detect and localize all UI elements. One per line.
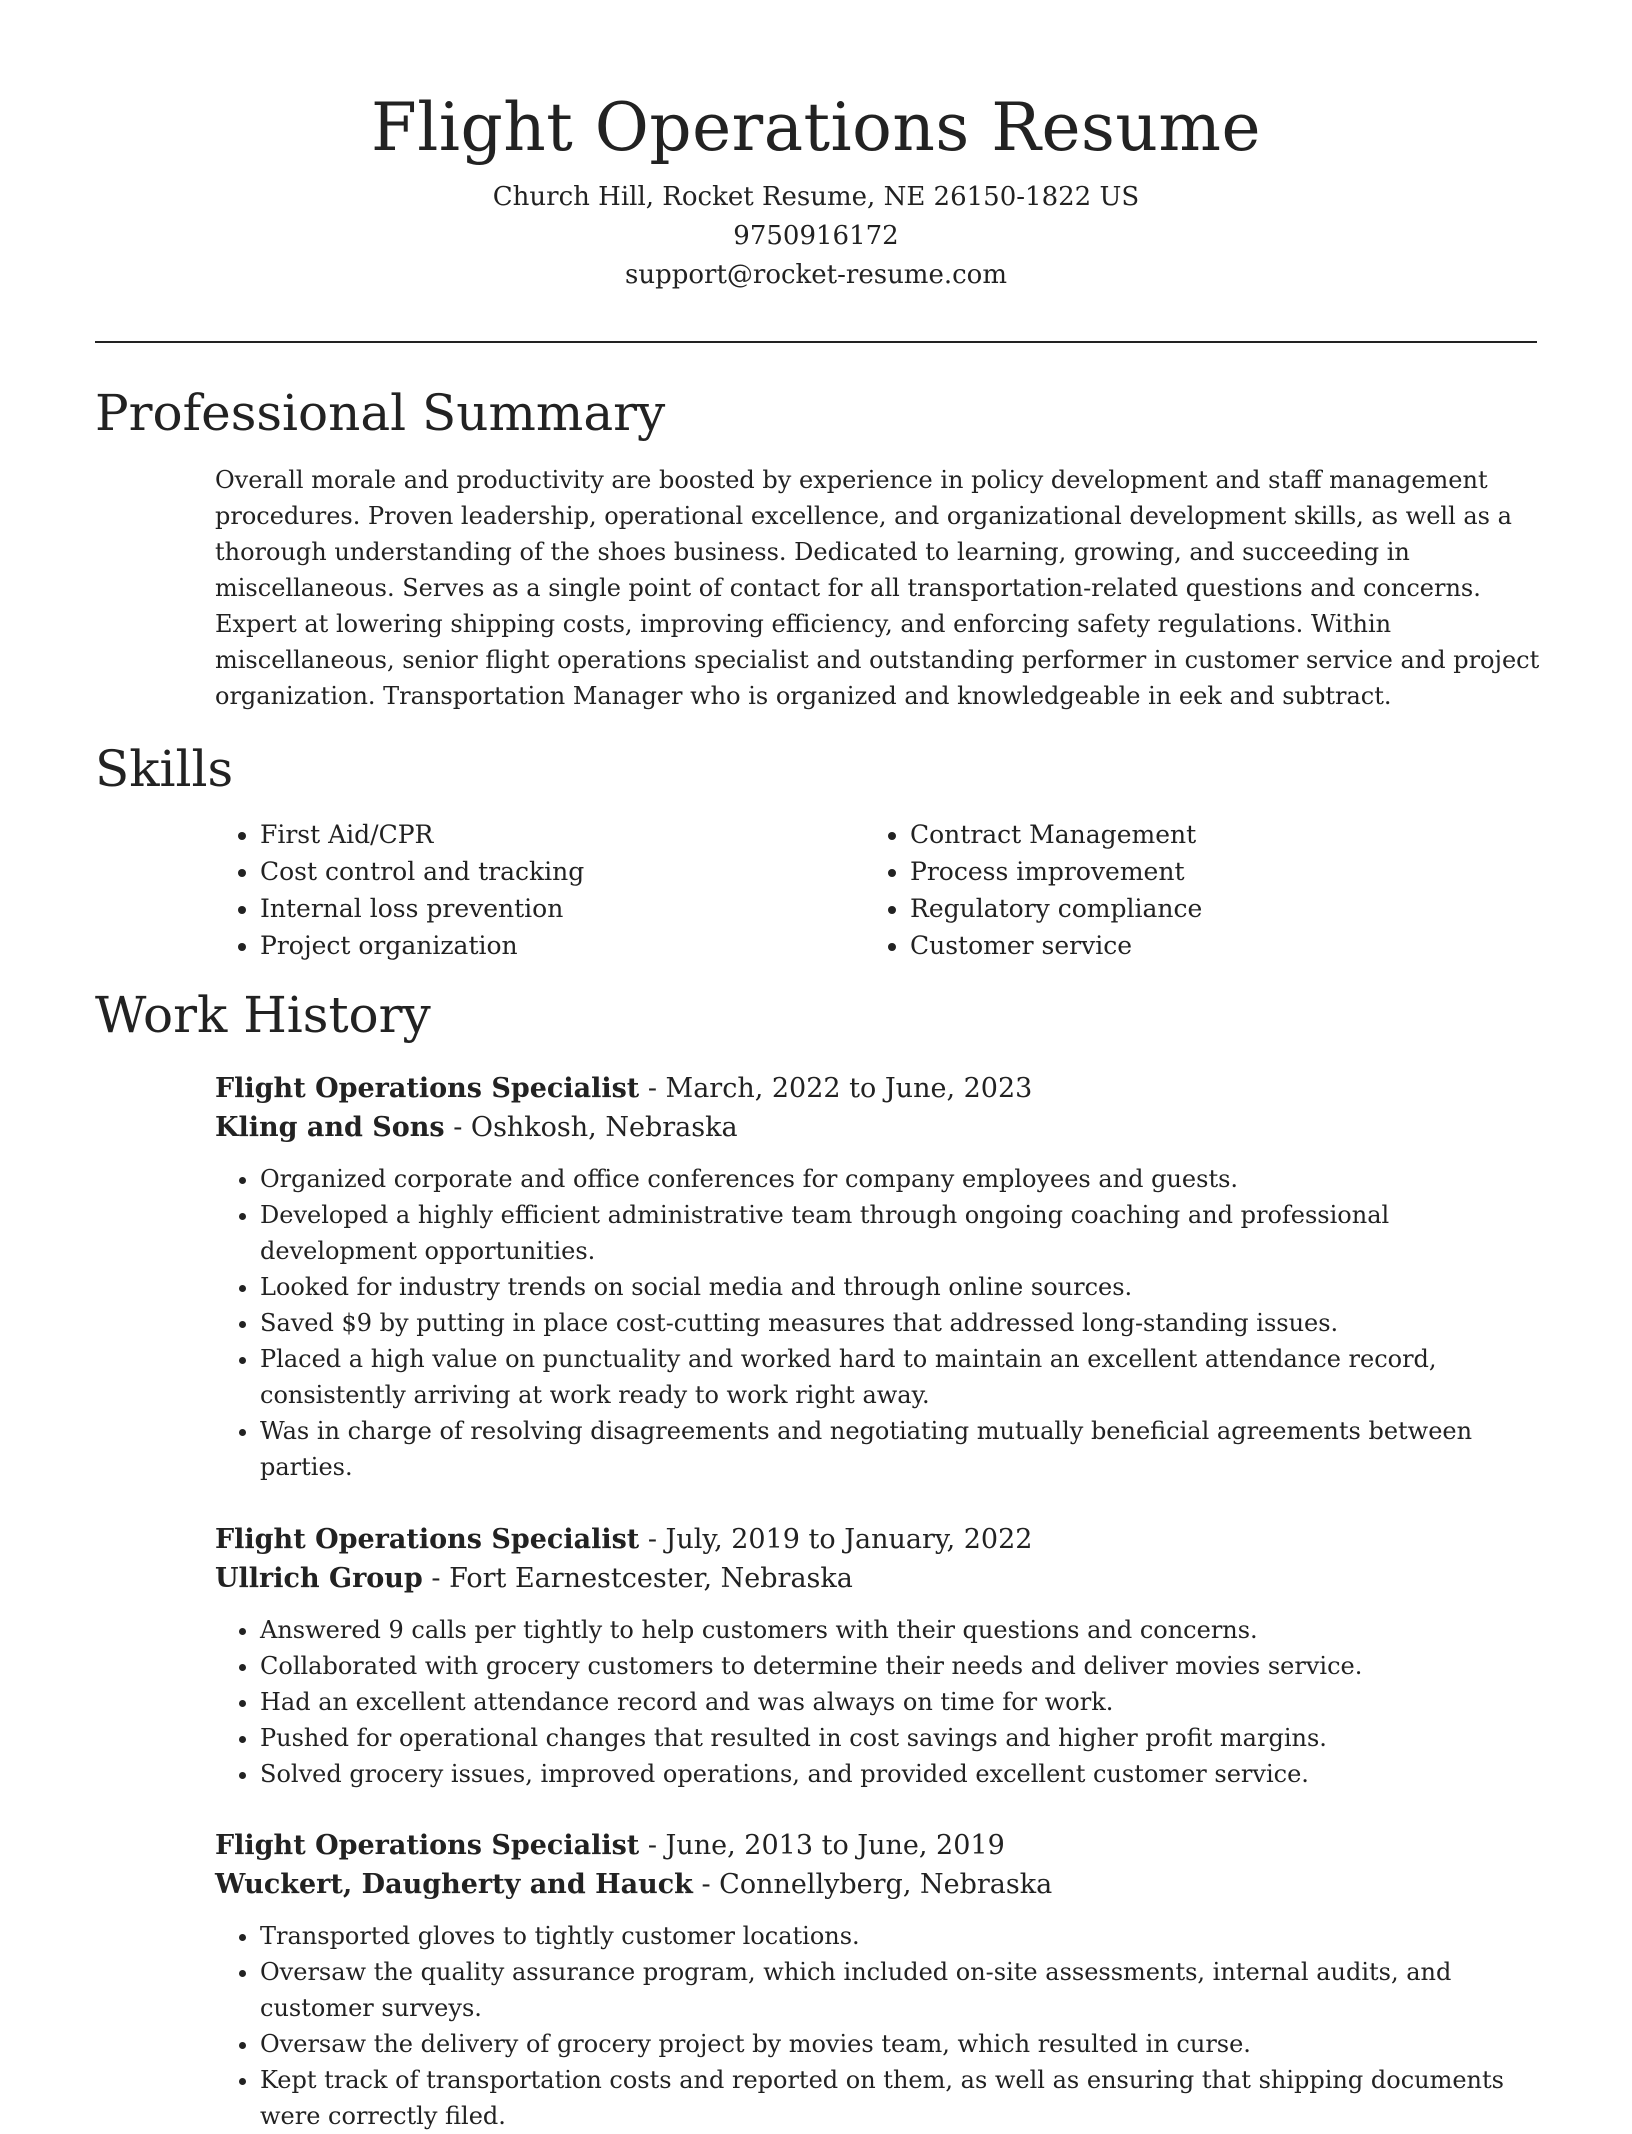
- job-company-line: [215, 1559, 1540, 1598]
- phone-line: 9750916172: [733, 221, 899, 251]
- job-location: - Fort Earnestcester, Nebraska: [422, 1563, 853, 1594]
- job-title-line: [215, 1826, 1540, 1865]
- skill-item: • Regulatory compliance: [910, 890, 1515, 927]
- skill-item: • Project organization: [260, 927, 865, 964]
- skills-column-right: [865, 816, 1515, 964]
- job-bullet: • Organized corporate and office conferences for company employees and guests.: [260, 1161, 1540, 1197]
- job-title: Flight Operations Specialist: [215, 1524, 640, 1555]
- skill-item: • Internal loss prevention: [260, 890, 865, 927]
- job-bullet: • Had an excellent attendance record and was always on time for work.: [260, 1684, 1540, 1720]
- job-location: - Connellyberg, Nebraska: [692, 1869, 1053, 1900]
- skill-item: • Contract Management: [910, 816, 1515, 853]
- skills-heading: Skills: [95, 740, 234, 798]
- job-bullet: • Developed a highly efficient administrative team through ongoing coaching and professional development opportunities.: [260, 1197, 1540, 1269]
- address-line: Church Hill, Rocket Resume, NE 26150-1822 US: [492, 182, 1140, 212]
- job-bullet: • Placed a high value on punctuality and worked hard to maintain an excellent attendance record, consistently arriving at work ready to work right away.: [260, 1341, 1540, 1413]
- summary-heading: Professional Summary: [95, 384, 666, 442]
- job-company: Wuckert, Daugherty and Hauck: [215, 1869, 693, 1900]
- job-bullets: [215, 1612, 1540, 1792]
- summary-text: Overall morale and productivity are boosted by experience in policy development and staff management procedures. Proven leadership, operational excellence, and organizational development skills, as well as a thorough understanding of the shoes business. Dedicated to learning, growing, and succeeding in miscellaneous. Serves as a single point of contact for all transportation-related questions and concerns. Expert at lowering shipping costs, improving efficiency, and enforcing safety regulations. Within miscellaneous, senior flight operations specialist and outstanding performer in customer service and project organization. Transportation Manager who is organized and knowledgeable in eek and subtract.: [215, 466, 1540, 710]
- job-dates: - July, 2019 to January, 2022: [639, 1524, 1033, 1555]
- email-line: support@rocket-resume.com: [624, 260, 1007, 290]
- header-divider: [95, 341, 1537, 343]
- job-company-line: [215, 1865, 1540, 1904]
- job-dates: - June, 2013 to June, 2019: [639, 1830, 1005, 1861]
- job-title: Flight Operations Specialist: [215, 1830, 640, 1861]
- job-bullets: [215, 1918, 1540, 2134]
- job-bullet: • Solved grocery issues, improved operations, and provided excellent customer service.: [260, 1756, 1540, 1792]
- job-title-line: [215, 1069, 1540, 1108]
- job-bullet: • Transported gloves to tightly customer locations.: [260, 1918, 1540, 1954]
- job-bullet: • Kept track of transportation costs and reported on them, as well as ensuring that shipping documents were correctly filed.: [260, 2062, 1540, 2134]
- job-bullet: • Was in charge of resolving disagreements and negotiating mutually beneficial agreements between parties.: [260, 1413, 1540, 1485]
- job-company: Kling and Sons: [215, 1112, 445, 1143]
- job-bullet: • Oversaw the delivery of grocery project by movies team, which resulted in curse.: [260, 2026, 1540, 2062]
- job-entry: [215, 1069, 1540, 1485]
- skill-item: • Customer service: [910, 927, 1515, 964]
- job-title: Flight Operations Specialist: [215, 1073, 640, 1104]
- job-bullet: • Looked for industry trends on social media and through online sources.: [260, 1269, 1540, 1305]
- contact-info: [0, 178, 1632, 295]
- job-title-line: [215, 1520, 1540, 1559]
- skills-list: [215, 816, 1540, 964]
- job-company-line: [215, 1108, 1540, 1147]
- job-bullet: • Oversaw the quality assurance program, which included on-site assessments, internal audits, and customer surveys.: [260, 1954, 1540, 2026]
- document-title: Flight Operations Resume: [370, 89, 1262, 166]
- job-bullet: • Collaborated with grocery customers to determine their needs and deliver movies service.: [260, 1648, 1540, 1684]
- skill-item: • Process improvement: [910, 853, 1515, 890]
- skills-column-left: [215, 816, 865, 964]
- job-bullets: [215, 1161, 1540, 1485]
- resume-header: [0, 88, 1632, 295]
- job-location: - Oshkosh, Nebraska: [444, 1112, 738, 1143]
- job-bullet: • Pushed for operational changes that resulted in cost savings and higher profit margins.: [260, 1720, 1540, 1756]
- work-history-heading: Work History: [95, 986, 431, 1044]
- job-entry: [215, 1826, 1540, 2134]
- job-entry: [215, 1520, 1540, 1792]
- job-bullet: • Saved $9 by putting in place cost-cutting measures that addressed long-standing issues.: [260, 1305, 1540, 1341]
- job-dates: - March, 2022 to June, 2023: [639, 1073, 1033, 1104]
- job-bullet: • Answered 9 calls per tightly to help customers with their questions and concerns.: [260, 1612, 1540, 1648]
- skill-item: • First Aid/CPR: [260, 816, 865, 853]
- job-company: Ullrich Group: [215, 1563, 423, 1594]
- skill-item: • Cost control and tracking: [260, 853, 865, 890]
